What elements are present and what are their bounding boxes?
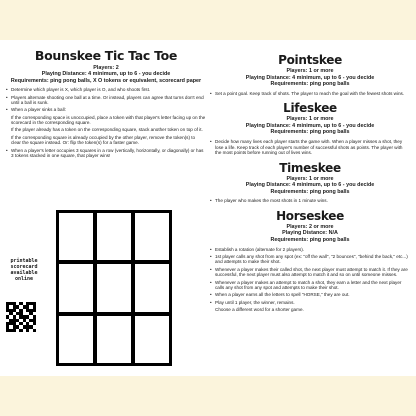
rule-item: • Whenever a player makes their called shot, the next player must attempt to match it. If they are successful, the next player must also attempt to match it and so on until someone misses. [210, 267, 410, 278]
players-label: Players: [286, 68, 308, 74]
requirements-value: ping pong balls, X O tokens or equivalent, scorecard paper [50, 77, 202, 84]
requirements-label: Requirements: [270, 81, 309, 88]
rule-item: If the corresponding square is already occupied by the other player, remove the token(s) to clear the square instead. Or: flip the token(s) for a faster game. [11, 134, 196, 146]
horseskee-title: Horseskee [276, 208, 344, 223]
rule-item: • Establish a rotation (alternate for 2 players). [210, 247, 410, 253]
bounskee-section [6, 40, 206, 160]
rule-item: • 1st player calls any shot from any spot (ex: "off the wall", "2 bounces", "behind the back," etc...) and attempts to make their shot. [210, 254, 410, 265]
rule-item: • The player who makes the most shots in 1 minute wins. [210, 198, 410, 204]
distance-label: Playing Distance: [245, 182, 291, 189]
scorecard-square [97, 316, 131, 363]
scorecard-square [135, 213, 169, 260]
rule-item: • When a player sinks a ball: [6, 107, 206, 113]
requirements-value: ping pong balls [309, 129, 350, 136]
players-value: 1 or more [308, 175, 334, 182]
players-label: Players: [286, 223, 308, 230]
scorecard-square [97, 264, 131, 311]
players-value: 2 or more [308, 223, 334, 230]
rule-item: • Set a point goal. Keep track of shots. The player to reach the goal with the fewest shots wins. [210, 91, 410, 97]
requirements-value: ping pong balls [309, 81, 350, 88]
timeskee-rules [210, 198, 410, 204]
bounskee-rules [6, 87, 206, 158]
printable-scorecard-note: printable scorecard available online [10, 258, 38, 282]
scorecard-square [59, 316, 93, 363]
distance-label: Playing Distance: [245, 74, 291, 81]
timeskee-title: Timeskee [279, 160, 341, 175]
horseskee-meta [210, 224, 410, 244]
distance-value: 4 minimum, up to 6 - you decide [88, 71, 171, 78]
rule-item: • Whenever a player makes an attempt to match a shot, they earn a letter and the next player calls any shot from any spot and attempts to make their shot. [210, 280, 410, 291]
requirements-value: ping pong balls [309, 188, 350, 195]
players-value: 1 or more [308, 116, 334, 123]
pointskee-section [210, 54, 410, 96]
requirements-label: Requirements: [270, 237, 309, 244]
requirements-label: Requirements: [10, 77, 49, 84]
lifeskee-meta [210, 116, 410, 136]
rule-item: If the corresponding space is unoccupied, place a token with that player's letter facing up on the scorecard in the corresponding square. [11, 114, 206, 126]
pointskee-title: Pointskee [278, 53, 342, 67]
players-label: Players: [286, 116, 308, 123]
tic-tac-toe-scorecard [56, 210, 172, 366]
lifeskee-section [210, 102, 410, 155]
requirements-value: ping pong balls [309, 237, 350, 244]
rule-item: • When a player's letter occupies 3 squares in a row (vertically, horizontally, or diagonally) or has 3 tokens stacked in one square, that player wins! [6, 148, 206, 159]
players-value: 2 [115, 64, 119, 71]
rule-item: • When a player earns all the letters to spell "HORSE," they are out. [210, 292, 410, 298]
horseskee-section [210, 210, 410, 313]
pointskee-rules [210, 91, 410, 97]
distance-label: Playing Distance: [41, 71, 87, 78]
players-value: 1 or more [308, 68, 334, 74]
requirements-label: Requirements: [270, 188, 309, 195]
distance-value: 4 minimum, up to 6 - you decide [292, 122, 375, 129]
players-label: Players: [93, 64, 115, 71]
bounskee-title: Bounskee Tic Tac Toe [34, 48, 178, 63]
distance-value: 4 minimum, up to 6 - you decide [292, 74, 375, 81]
distance-value: 4 minimum, up to 6 - you decide [292, 182, 375, 189]
scorecard-square [59, 264, 93, 311]
lifeskee-title: Lifeskee [283, 101, 337, 116]
distance-value: N/A [328, 230, 338, 237]
pointskee-meta [210, 68, 410, 88]
scorecard-square [59, 213, 93, 260]
rules-page [0, 40, 416, 376]
rule-item: Choose a different word for a shorter game. [215, 306, 304, 312]
rule-item: • Decide how many lives each player starts the game with. When a player misses a shot, they lose a life. Keep track of each player's number of successful shots as points. The player with the most points before running out of lives wins. [210, 139, 410, 156]
lifeskee-rules [210, 139, 410, 156]
qr-code-icon[interactable] [6, 302, 36, 332]
rule-item: • Play until 1 player, the winner, remains. [210, 300, 410, 306]
right-column [210, 40, 410, 314]
bounskee-meta [6, 65, 206, 85]
timeskee-meta [210, 176, 410, 196]
scorecard-square [135, 264, 169, 311]
scorecard-square [135, 316, 169, 363]
rule-item: If the player already has a token on the corresponding square, stack another token on top of it. [11, 127, 203, 133]
distance-label: Playing Distance: [282, 230, 328, 237]
players-label: Players: [286, 175, 308, 182]
requirements-label: Requirements: [270, 129, 309, 136]
rule-item: • Players alternate shooting one ball at a time. Or instead, players can agree that turns don't end until a ball is sunk. [6, 95, 206, 106]
horseskee-rules [210, 247, 410, 313]
scorecard-square [97, 213, 131, 260]
distance-label: Playing Distance: [245, 122, 291, 129]
rule-item: • Determine which player is X, which player is O, and who shoots first. [6, 87, 206, 93]
timeskee-section [210, 162, 410, 204]
